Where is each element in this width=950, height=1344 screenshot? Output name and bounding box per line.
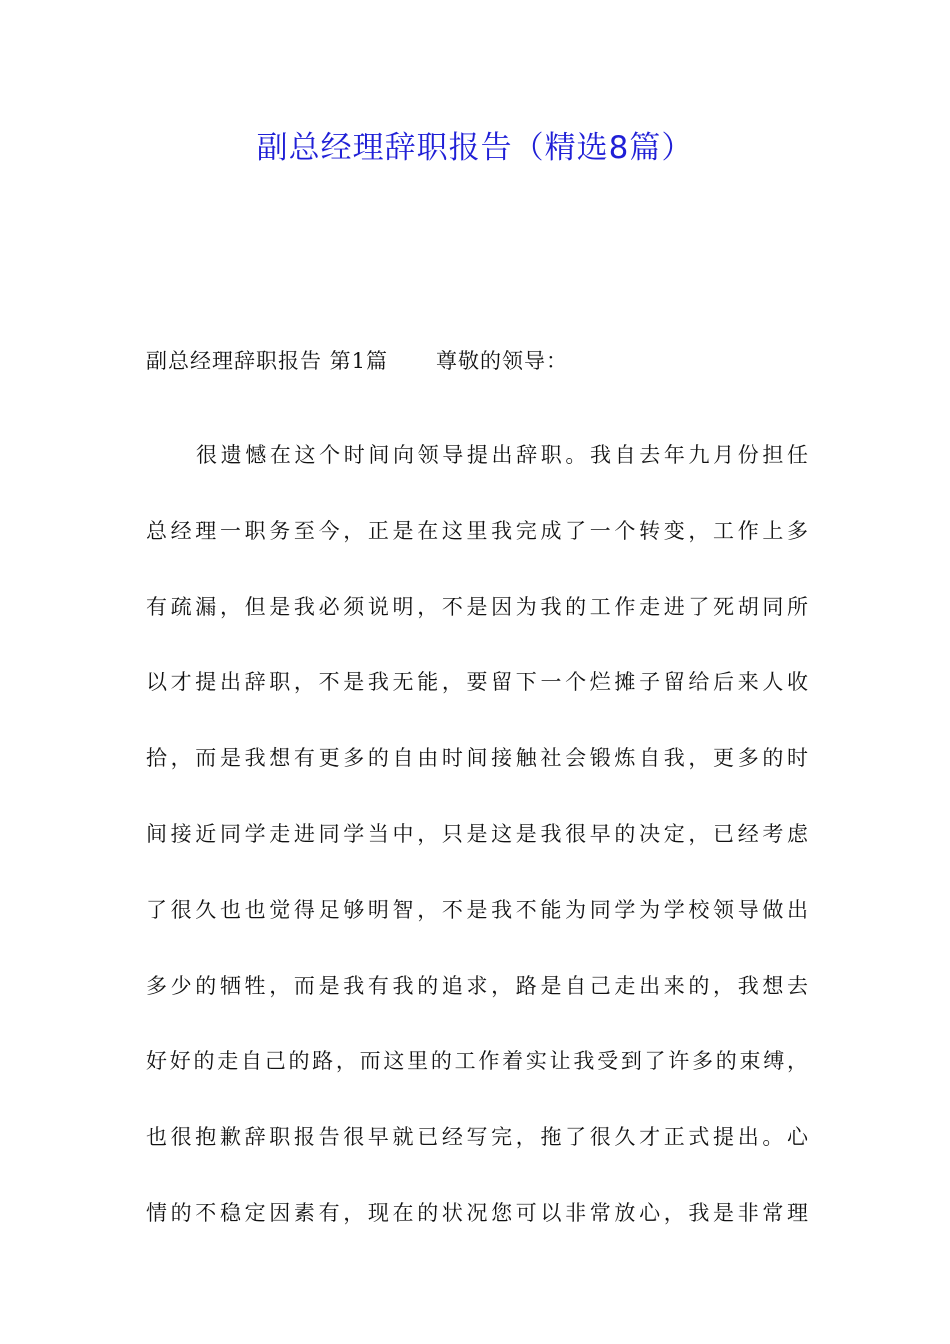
section-heading: 副总经理辞职报告 第1篇 [146,349,389,373]
paragraph-line: 间接近同学走进同学当中，只是这是我很早的决定，已经考虑 [146,821,808,846]
document-title: 副总经理辞职报告（精选8篇） [256,130,694,166]
paragraph-line: 多少的牺牲，而是我有我的追求，路是自己走出来的，我想去 [146,973,808,998]
body-paragraph [146,418,808,1252]
salutation: 尊敬的领导： [436,349,569,373]
paragraph-line: 有疏漏，但是我必须说明，不是因为我的工作走进了死胡同所 [146,594,808,619]
paragraph-line: 以才提出辞职，不是我无能，要留下一个烂摊子留给后来人收 [146,670,808,695]
paragraph-line: 也很抱歉辞职报告很早就已经写完，拖了很久才正式提出。心 [146,1125,808,1150]
paragraph-line: 拾，而是我想有更多的自由时间接触社会锻炼自我，更多的时 [146,746,808,771]
paragraph-line: 很遗憾在这个时间向领导提出辞职。我自去年九月份担任 [196,443,808,467]
paragraph-line: 好好的走自己的路，而这里的工作着实让我受到了许多的束缚， [146,1049,808,1074]
paragraph-line: 情的不稳定因素有，现在的状况您可以非常放心，我是非常理 [146,1200,808,1225]
paragraph-line: 了很久也也觉得足够明智，不是我不能为同学为学校领导做出 [146,897,808,922]
section-heading-line [146,343,568,379]
paragraph-line: 总经理一职务至今，正是在这里我完成了一个转变，工作上多 [146,518,808,543]
